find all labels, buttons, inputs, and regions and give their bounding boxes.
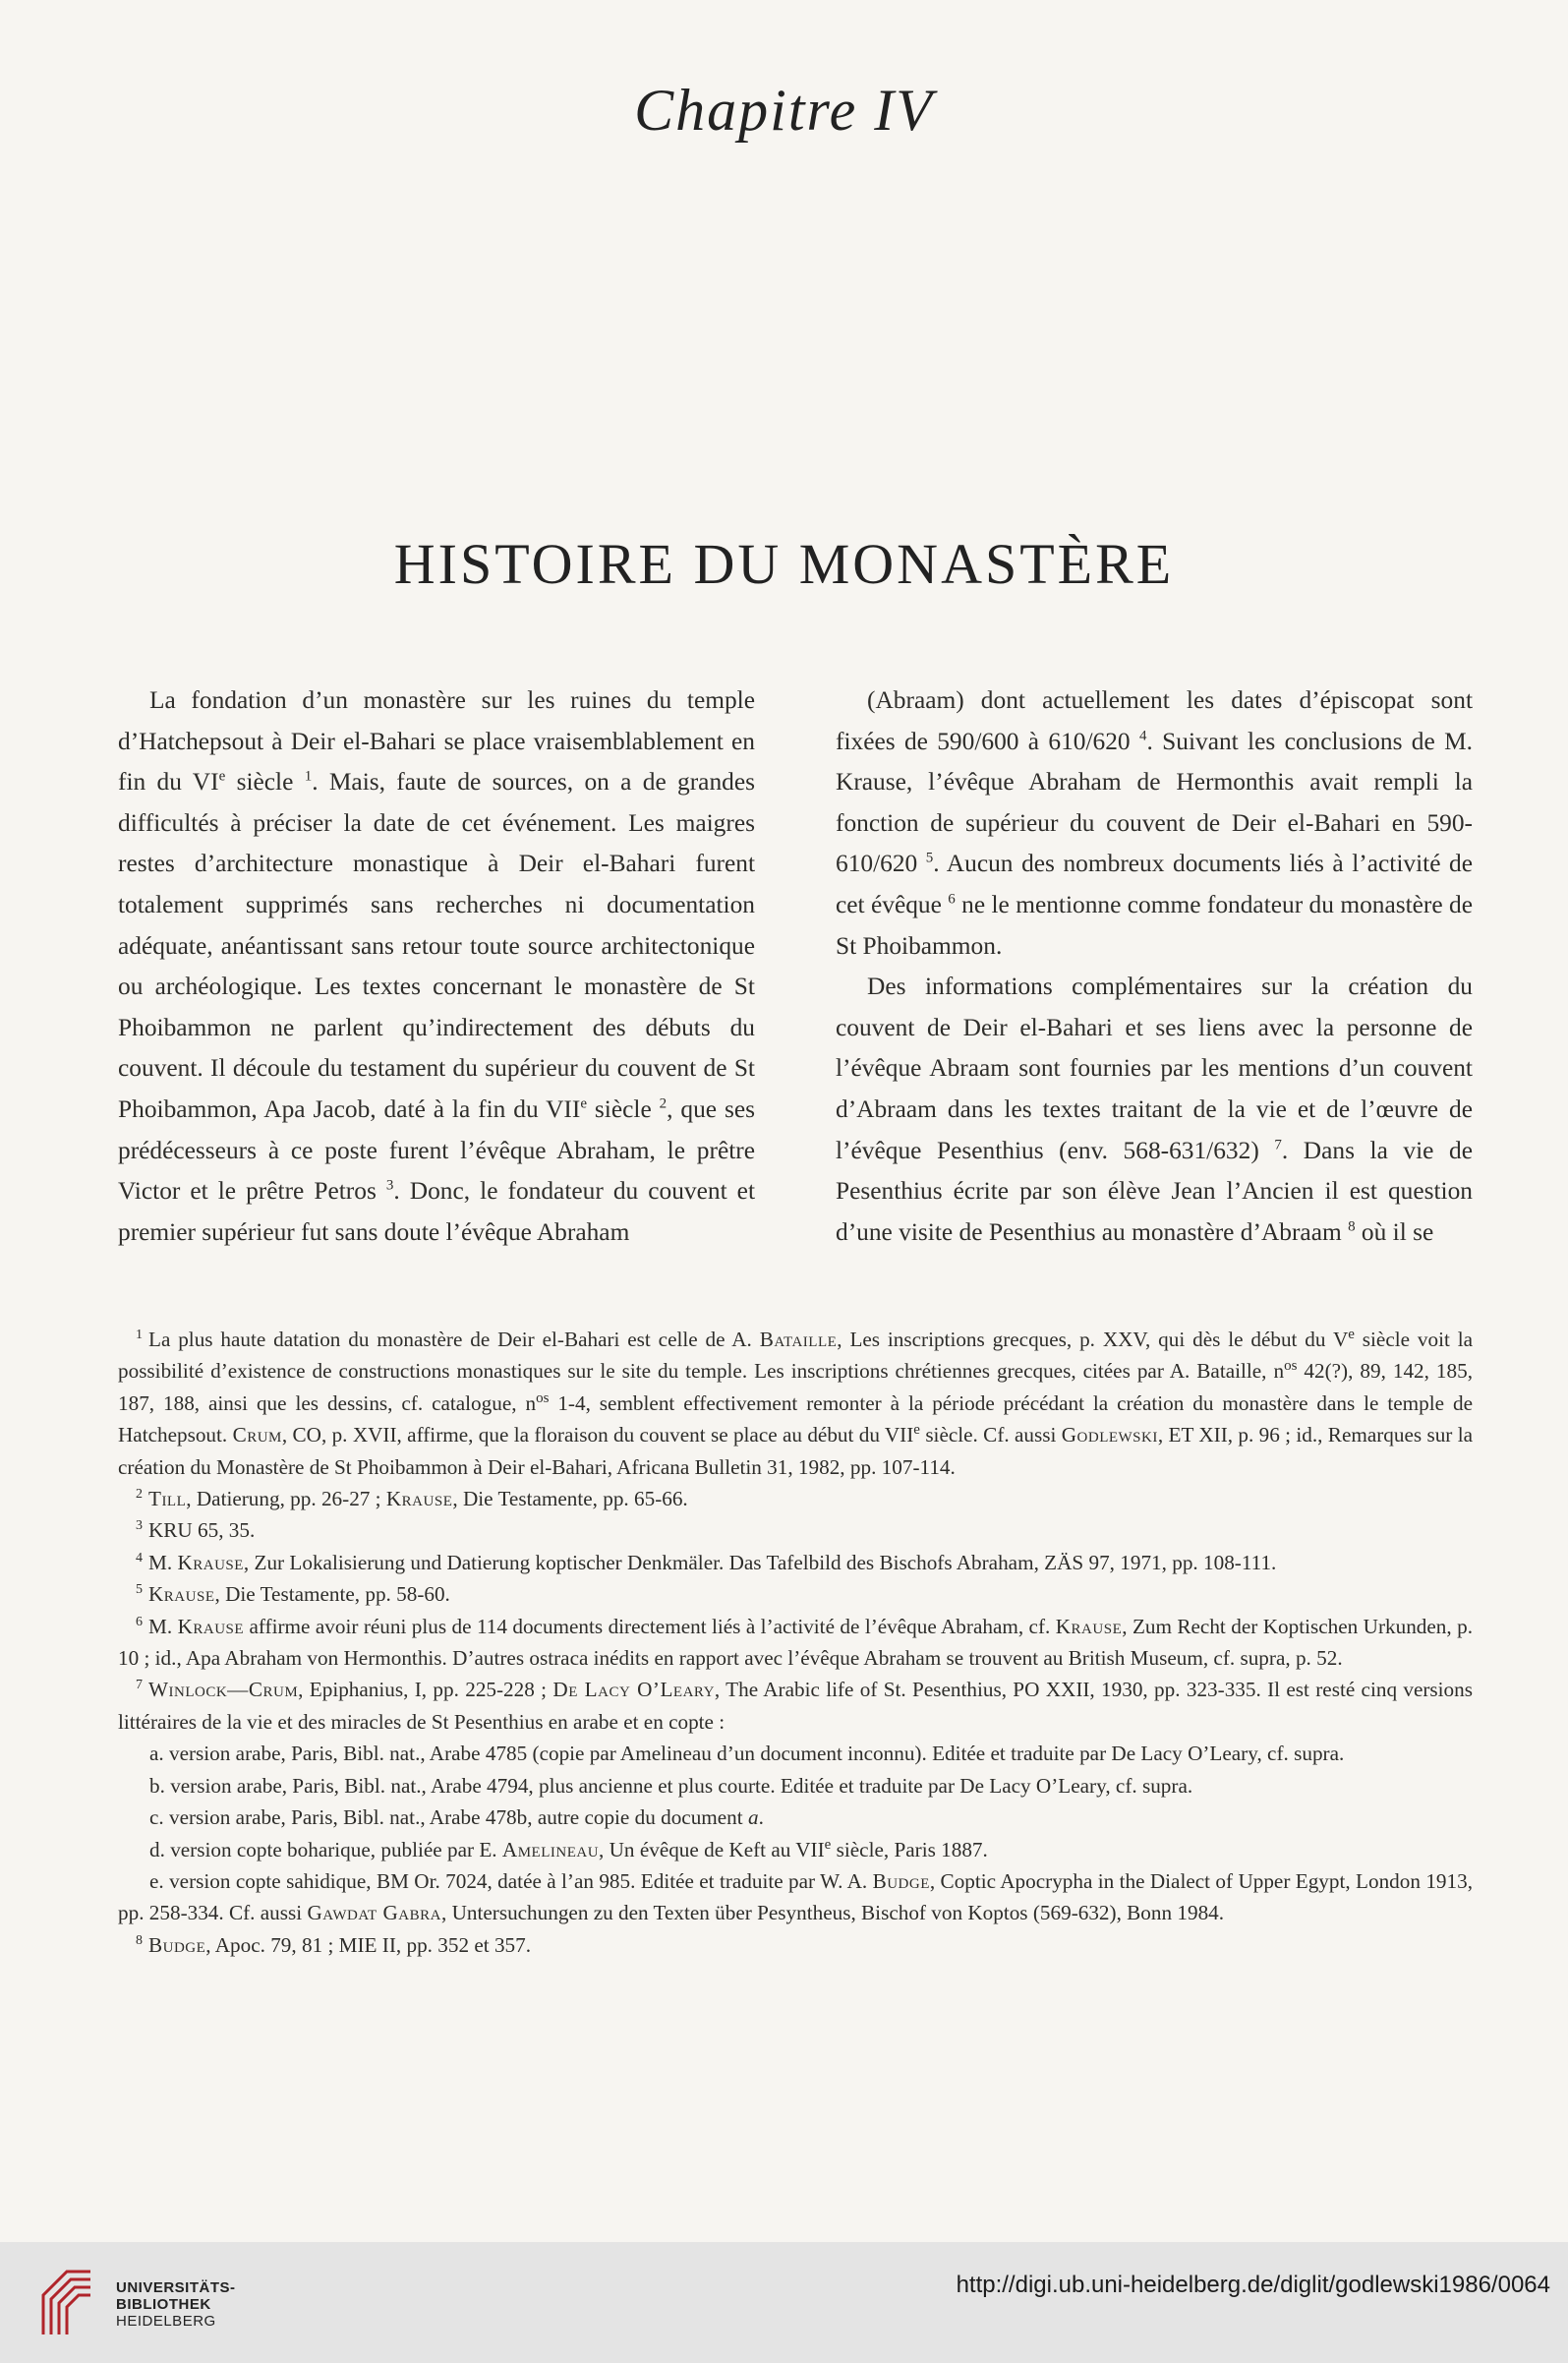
footnote: c. version arabe, Paris, Bibl. nat., Arabe 478b, autre copie du document a. xyxy=(149,1805,764,1830)
right-paragraph-1: (Abraam) dont actuellement les dates d’épiscopat sont fixées de 590/600 à 610/620 $^4$. Suivant les conclusions de M. Krause, l’évêque Abraham de Hermonthis avait rempli la fonction de supérieur du couvent de Deir el-Bahari en 590-610/620 $^5$. Aucun des nombreux documents liés à l’activité de cet évêque $^6$ ne le mentionne comme fondateur du monastère de St Phoibammon. xyxy=(836,686,1474,960)
footnote-number: 7 xyxy=(136,1678,143,1693)
left-paragraph-1: La fondation d’un monastère sur les ruines du temple d’Hatchepsout à Deir el-Bahari se place vraisemblablement en fin du VIe siècle $^1$. Mais, faute de sources, on a de grandes difficultés à préciser la date de cet événement. Les maigres restes d’architecture monastique à Deir el-Bahari furent totalement supprimés sans recherches ni documentation adéquate, anéantissant sans retour toute source architectonique ou archéologique. Les textes concernant le monastère de St Phoibammon ne parlent qu’indirectement des débuts du couvent. Il découle du testament du supérieur du couvent de St Phoibammon, Apa Jacob, daté à la fin du VIIe siècle $^2$, que ses prédécesseurs à ce poste furent l’évêque Abraham, le prêtre Victor et le prêtre Petros $^3$. Donc, le fondateur du couvent et premier supérieur fut sans doute l’évêque Abraham xyxy=(118,686,756,1246)
library-logo-icon xyxy=(37,2266,96,2340)
footnote-number: 4 xyxy=(136,1550,143,1565)
library-line-1: UNIVERSITÄTS- xyxy=(116,2279,236,2296)
footnote-number: 1 xyxy=(136,1327,143,1342)
library-name xyxy=(116,2279,236,2330)
footnote-number: 5 xyxy=(136,1582,143,1598)
footnote: e. version copte sahidique, BM Or. 7024, datée à l’an 985. Editée et traduite par W. A. Budge, Coptic Apocrypha in the Dialect of Upper Egypt, London 1913, pp. 258-334. Cf. aussi Gawdat Gabra, Untersuchungen zu den Texten über Pesyntheus, Bischof von Koptos (569-632), Bonn 1984. xyxy=(118,1868,1473,1925)
library-line-2: BIBLIOTHEK xyxy=(116,2296,211,2313)
footnote-number: 6 xyxy=(136,1614,143,1629)
footnote-number: 8 xyxy=(136,1932,143,1948)
source-url-link[interactable]: http://digi.ub.uni-heidelberg.de/diglit/godlewski1986/0064 xyxy=(956,2272,1550,2298)
footnotes xyxy=(118,1324,1473,1961)
footnote-number: 2 xyxy=(136,1486,143,1502)
footnote: $^1$ La plus haute datation du monastère de Deir el-Bahari est celle de A. Bataille, Les inscriptions grecques, p. XXV, qui dès le début du Ve siècle voit la possibilité d’existence de constructions monastiques sur le site du temple. Les inscriptions chrétiennes grecques, citées par A. Bataille, $n^{os}$ 42(?), 89, 142, 185, 187, 188, ainsi que les dessins, cf. catalogue, $n^{os}$ 1-4, semblent effectivement remonter à la période précédant la création du monastère dans le temple de Hatchepsout. Crum, CO, p. XVII, affirme, que la floraison du couvent se place au début du VIIe siècle. Cf. aussi Godlewski, ET XII, p. 96 ; id., Remarques sur la création du Monastère de St Phoibammon à Deir el-Bahari, Africana Bulletin 31, 1982, pp. 107-114. xyxy=(118,1326,1474,1479)
footnote: $^4$ M. Krause, Zur Lokalisierung und Datierung koptischer Denkmäler. Das Tafelbild des Bischofs Abraham, ZÄS 97, 1971, pp. 108-111. xyxy=(136,1550,1277,1574)
body-columns xyxy=(118,680,1473,1253)
footnote: $^5$ Krause, Die Testamente, pp. 58-60. xyxy=(136,1582,450,1607)
footnote: b. version arabe, Paris, Bibl. nat., Arabe 4794, plus ancienne et plus courte. Editée et traduite par De Lacy O’Leary, cf. supra. xyxy=(149,1773,1193,1798)
page-title: HISTOIRE DU MONASTÈRE xyxy=(393,532,1175,596)
right-column xyxy=(836,680,1473,1253)
footnote: $^6$ M. Krause affirme avoir réuni plus de 114 documents directement liés à l’activité de l’évêque Abraham, cf. Krause, Zum Recht der Koptischen Urkunden, p. 10 ; id., Apa Abraham von Hermonthis. D’autres ostraca inédits en rapport avec l’évêque Abraham se trouvent au British Museum, cf. supra, p. 52. xyxy=(118,1614,1473,1671)
right-paragraph-2: Des informations complémentaires sur la création du couvent de Deir el-Bahari et ses liens avec la personne de l’évêque Abraam sont fournies par les mentions d’un couvent d’Abraam dans les textes traitant de la vie et de l’œuvre de l’évêque Pesenthius (env. 568-631/632) $^7$. Dans la vie de Pesenthius écrite par son élève Jean l’Ancien il est question d’une visite de Pesenthius au monastère d’Abraam $^8$ où il se xyxy=(836,973,1473,1246)
footnote: $^3$ KRU 65, 35. xyxy=(136,1518,256,1543)
library-line-3: HEIDELBERG xyxy=(116,2313,216,2330)
chapter-heading: Chapitre IV xyxy=(634,78,934,143)
footnote: $^8$ Budge, Apoc. 79, 81 ; MIE II, pp. 352 et 357. xyxy=(136,1932,532,1957)
footnote: d. version copte boharique, publiée par E. Amelineau, Un évêque de Keft au VIIe siècle, Paris 1887. xyxy=(149,1836,988,1861)
footnote-number: 3 xyxy=(136,1518,143,1534)
footnote: $^7$ Winlock—Crum, Epiphanius, I, pp. 225-228 ; De Lacy O’Leary, The Arabic life of St. Pesenthius, PO XXII, 1930, pp. 323-335. Il est resté cinq versions littéraires de la vie et des miracles de St Pesenthius en arabe et en copte : xyxy=(118,1678,1473,1734)
footer-bar xyxy=(0,2242,1568,2363)
footnote: $^2$ Till, Datierung, pp. 26-27 ; Krause, Die Testamente, pp. 65-66. xyxy=(136,1486,688,1511)
footnote: a. version arabe, Paris, Bibl. nat., Arabe 4785 (copie par Amelineau d’un document inconnu). Editée et traduite par De Lacy O’Leary, cf. supra. xyxy=(149,1742,1345,1766)
left-column xyxy=(118,680,755,1253)
